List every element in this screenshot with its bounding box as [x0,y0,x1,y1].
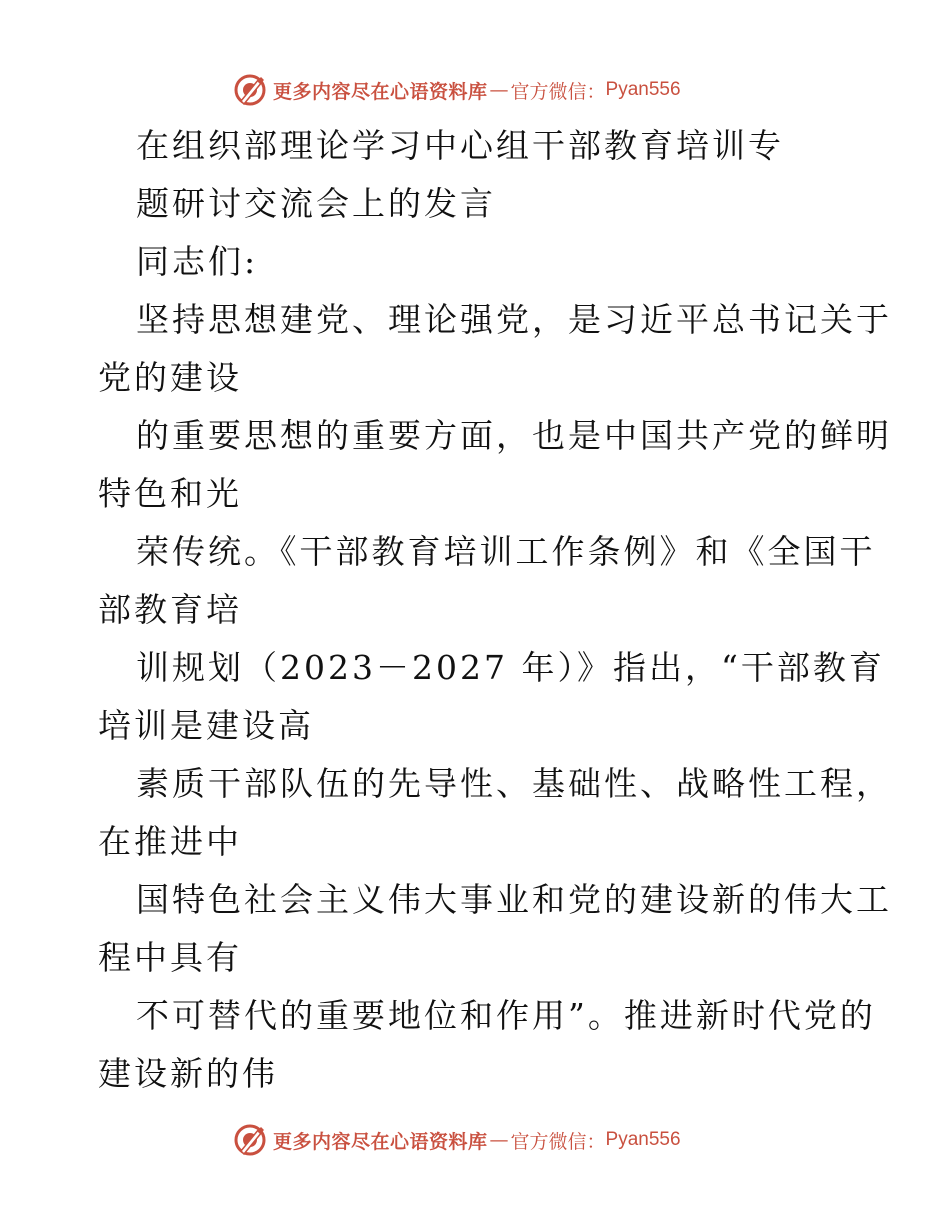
paragraph-line: 培训是建设高 [98,706,314,745]
paragraph-line: 训规划（2023－2027 年）》指出，“干部教育 [136,648,885,687]
watermark-text: 更多内容尽在心语资料库 [273,80,488,103]
paragraph-line: 特色和光 [98,474,242,513]
salutation: 同志们: [136,242,259,281]
paragraph-line: 部教育培 [98,590,242,629]
watermark-text: 更多内容尽在心语资料库 [273,1130,488,1153]
wechat-label: 官方微信： [510,80,606,103]
paragraph-line: 建设新的伟 [98,1054,278,1093]
paragraph-line: 素质干部队伍的先导性、基础性、战略性工程， [136,764,892,803]
pen-logo-icon [233,1123,267,1157]
wechat-id: Pyan556 [605,79,681,100]
paragraph-line: 荣传统。《干部教育培训工作条例》和《全国干 [136,532,876,571]
paragraph-line: 的重要思想的重要方面，也是中国共产党的鲜明 [136,416,892,455]
paragraph-line: 在推进中 [98,822,242,861]
wechat-label: 官方微信： [510,1130,606,1153]
paragraph-line: 国特色社会主义伟大事业和党的建设新的伟大工 [136,880,892,919]
watermark-separator: — [489,79,509,101]
watermark-separator: — [489,1129,509,1151]
paragraph-line: 程中具有 [98,938,242,977]
paragraph-line: 党的建设 [98,358,242,397]
wechat-id: Pyan556 [605,1129,681,1150]
document-title-line-2: 题研讨交流会上的发言 [136,184,496,223]
paragraph-line: 不可替代的重要地位和作用”。推进新时代党的 [136,996,876,1035]
paragraph-line: 坚持思想建党、理论强党，是习近平总书记关于 [136,300,892,339]
document-title-line-1: 在组织部理论学习中心组干部教育培训专 [136,126,784,165]
footer-watermark-banner [233,1122,681,1158]
header-watermark-banner [233,72,681,108]
pen-logo-icon [233,73,267,107]
